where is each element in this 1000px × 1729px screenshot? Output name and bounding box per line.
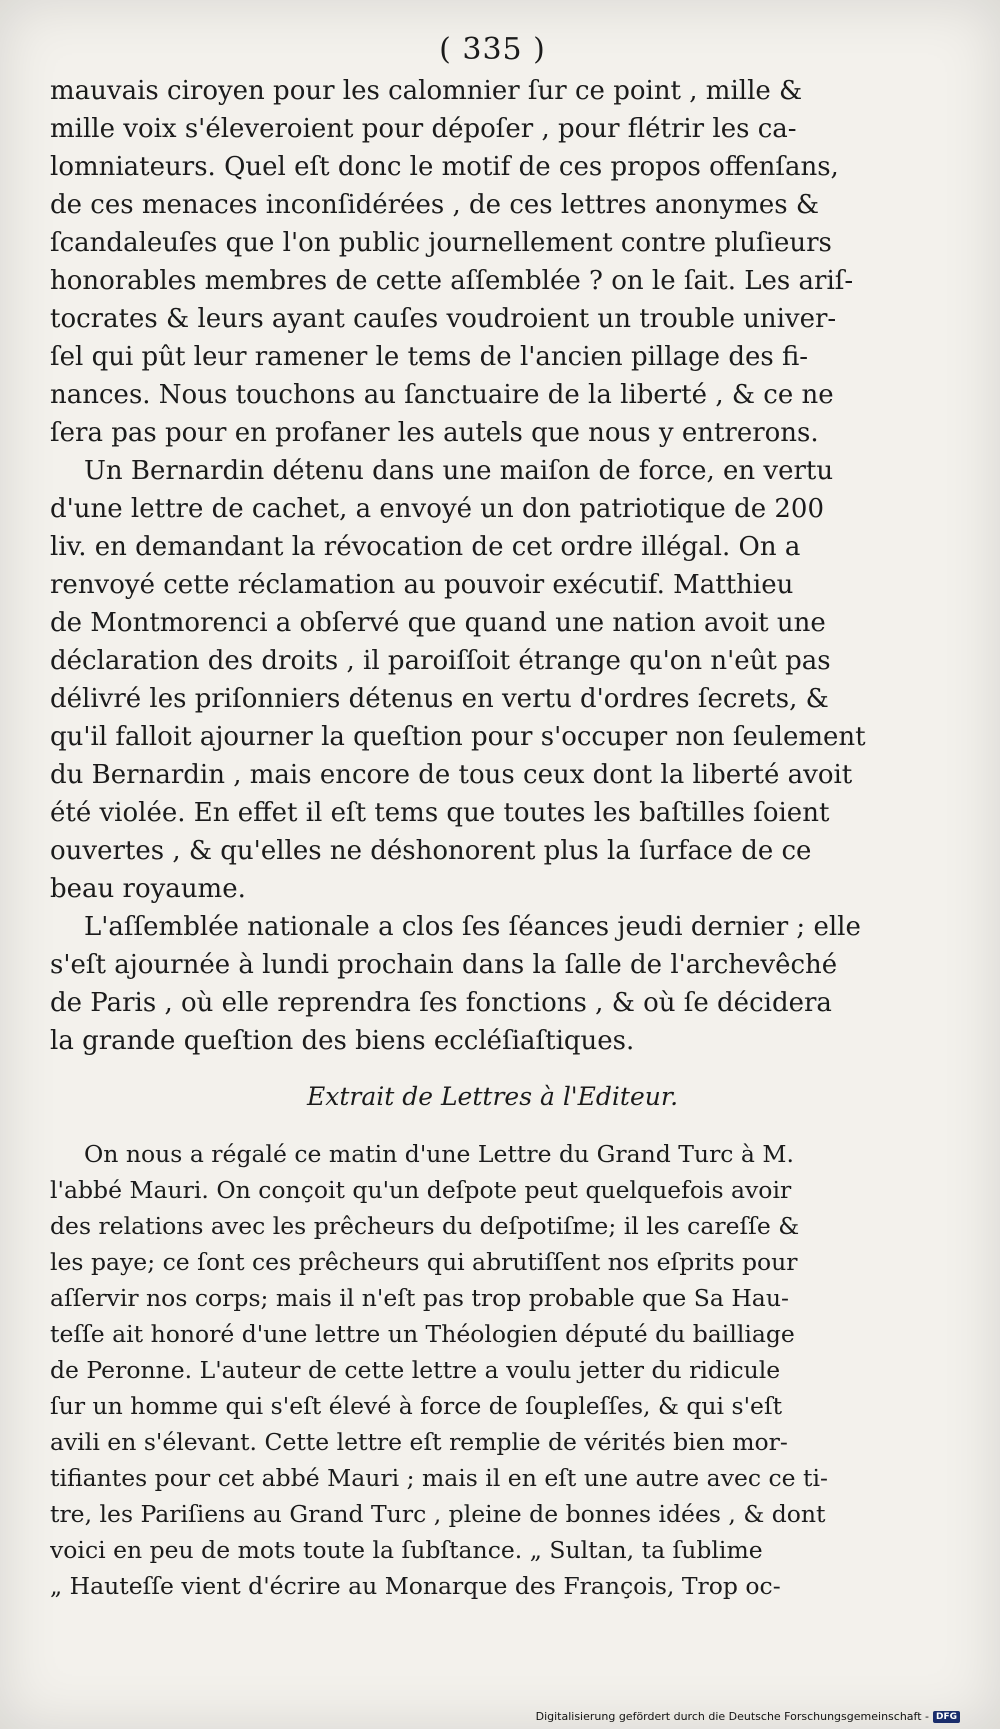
text-line: „ Hauteſſe vient d'écrire au Monarque des François, Trop oc- [50,1572,781,1600]
text-line: d'une lettre de cachet, a envoyé un don patriotique de 200 [50,494,824,524]
text-line: aſſervir nos corps; mais il n'eſt pas trop probable que Sa Hau- [50,1284,789,1312]
text-line: avili en s'élevant. Cette lettre eſt remplie de vérités bien mor- [50,1428,788,1456]
text-line: ſur un homme qui s'eſt élevé à force de ſoupleſſes, & qui s'eſt [50,1392,783,1420]
body-paragraphs [50,72,935,1060]
paragraph [50,908,935,1060]
text-line: de Paris , où elle reprendra ſes fonctions , & où ſe décidera [50,988,832,1018]
text-line: la grande queſtion des biens eccléſiaſtiques. [50,1026,635,1056]
text-line: teſſe ait honoré d'une lettre un Théologien député du bailliage [50,1320,795,1348]
text-line: lomniateurs. Quel eſt donc le motif de ces propos offenſans, [50,152,839,182]
text-line: L'aſſemblée nationale a clos ſes ſéances jeudi dernier ; elle [84,912,861,942]
text-line: ſcandaleuſes que l'on public journellement contre pluſieurs [50,228,832,258]
text-line: voici en peu de mots toute la ſubſtance. „ Sultan, ta ſublime [50,1536,763,1564]
paragraph [50,452,935,908]
text-line: ouvertes , & qu'elles ne déshonorent plus la ſurface de ce [50,836,812,866]
text-line: On nous a régalé ce matin d'une Lettre du Grand Turc à M. [84,1140,794,1168]
text-line: déclaration des droits , il paroiſſoit étrange qu'on n'eût pas [50,646,831,676]
dfg-logo-icon: DFG [933,1711,960,1723]
page-text [50,28,935,1604]
text-line: tifiantes pour cet abbé Mauri ; mais il en eſt une autre avec ce ti- [50,1464,828,1492]
paragraph [50,72,935,452]
text-line: des relations avec les prêcheurs du deſpotiſme; il les careſſe & [50,1212,800,1240]
text-line: les paye; ce ſont ces prêcheurs qui abrutiſſent nos eſprits pour [50,1248,798,1276]
text-line: mille voix s'éleveroient pour dépoſer , pour flétrir les ca- [50,114,797,144]
text-line: nances. Nous touchons au ſanctuaire de la liberté , & ce ne [50,380,834,410]
section-heading: Extrait de Lettres à l'Editeur. [306,1082,679,1111]
section-paragraph [50,1136,935,1604]
text-line: de Peronne. L'auteur de cette lettre a voulu jetter du ridicule [50,1356,781,1384]
text-line: tre, les Pariſiens au Grand Turc , pleine de bonnes idées , & dont [50,1500,826,1528]
text-line: de ces menaces inconſidérées , de ces lettres anonymes & [50,190,820,220]
paragraph [50,1136,935,1604]
text-line: Un Bernardin détenu dans une maiſon de force, en vertu [84,456,834,486]
text-line: été violée. En effet il eſt tems que toutes les baſtilles ſoient [50,798,830,828]
text-line: liv. en demandant la révocation de cet ordre illégal. On a [50,532,801,562]
text-line: ſera pas pour en profaner les autels que nous y entrerons. [50,418,819,448]
text-line: s'eſt ajournée à lundi prochain dans la ſalle de l'archevêché [50,950,838,980]
text-line: délivré les priſonniers détenus en vertu d'ordres ſecrets, & [50,684,829,714]
text-line: l'abbé Mauri. On conçoit qu'un deſpote peut quelquefois avoir [50,1176,792,1204]
text-line: renvoyé cette réclamation au pouvoir exécutif. Matthieu [50,570,794,600]
text-line: honorables membres de cette aſſemblée ? on le ſait. Les ariſ- [50,266,854,296]
text-line: du Bernardin , mais encore de tous ceux dont la liberté avoit [50,760,853,790]
digitization-credit [536,1710,960,1723]
text-line: mauvais ciroyen pour les calomnier ſur ce point , mille & [50,76,803,106]
text-line: beau royaume. [50,874,246,904]
text-line: tocrates & leurs ayant cauſes voudroient un trouble univer- [50,304,837,334]
text-line: de Montmorenci a obſervé que quand une nation avoit une [50,608,826,638]
text-line: qu'il falloit ajourner la queſtion pour s'occuper non ſeulement [50,722,866,752]
text-line: ſel qui pût leur ramener le tems de l'ancien pillage des fi- [50,342,809,372]
credit-text: Digitalisierung gefördert durch die Deutsche Forschungsgemeinschaft - [535,1710,929,1723]
page-number: ( 335 ) [439,32,546,67]
